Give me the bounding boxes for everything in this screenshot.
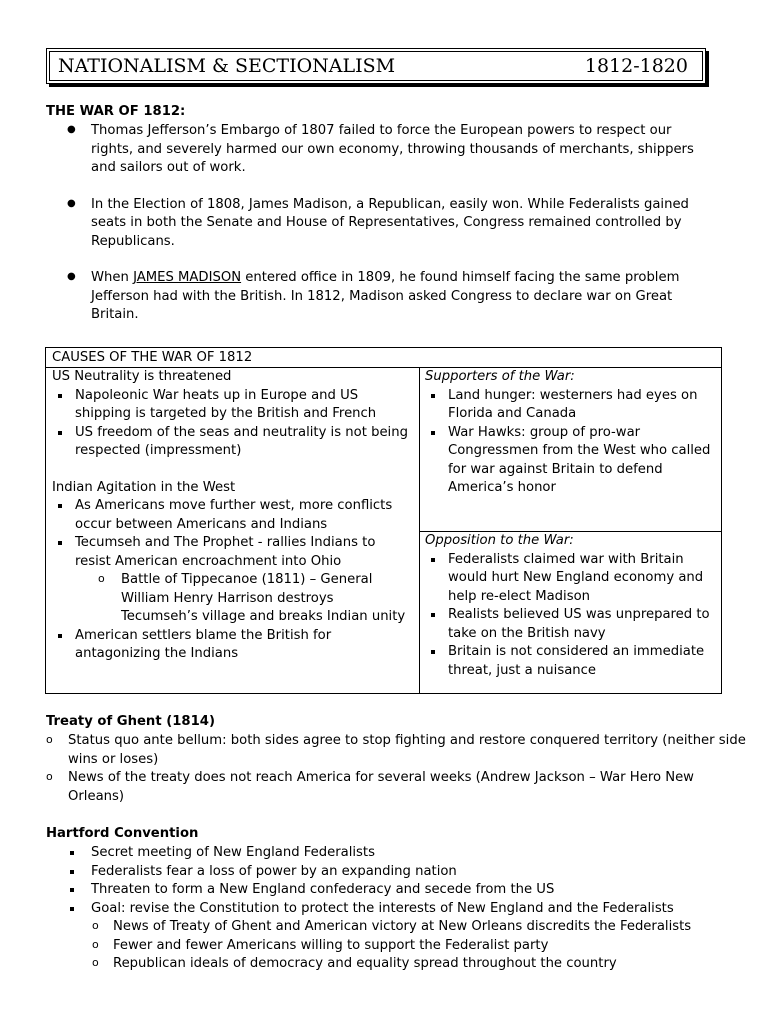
ghent-heading: Treaty of Ghent (1814) bbox=[46, 714, 215, 729]
causes-title: CAUSES OF THE WAR OF 1812 bbox=[52, 350, 253, 365]
hartford-heading: Hartford Convention bbox=[46, 826, 199, 841]
indian-item-1: As Americans move further west, more conflicts occur between Americans and Indians bbox=[52, 497, 414, 534]
supporters-cell bbox=[425, 368, 717, 498]
indian-heading: Indian Agitation in the West bbox=[52, 479, 236, 495]
hartford-item-2: Federalists fear a loss of power by an expanding nation bbox=[70, 863, 750, 882]
causes-table bbox=[45, 347, 722, 694]
opposition-item-1: Federalists claimed war with Britain would hurt New England economy and help re-elect Madison bbox=[425, 551, 717, 607]
ghent-list bbox=[46, 732, 746, 806]
supporters-item-1: Land hunger: westerners had eyes on Florida and Canada bbox=[425, 387, 717, 424]
hartford-item-3: Threaten to form a New England confederacy and secede from the US bbox=[70, 881, 750, 900]
hartford-list bbox=[70, 844, 750, 974]
title-box bbox=[46, 48, 706, 84]
neutrality-heading: US Neutrality is threatened bbox=[52, 369, 232, 384]
opposition-item-2: Realists believed US was unprepared to take on the British navy bbox=[425, 606, 717, 643]
ghent-item-1: o Status quo ante bellum: both sides agree to stop fighting and restore conquered territory (neither side wins or loses) bbox=[46, 732, 746, 769]
supporters-heading: Supporters of the War: bbox=[425, 369, 575, 384]
hartford-subitem-2: o Fewer and fewer Americans willing to support the Federalist party bbox=[70, 937, 750, 956]
hartford-subitem-1: o News of Treaty of Ghent and American victory at New Orleans discredits the Federalists bbox=[70, 918, 750, 937]
war-bullet-election: ● In the Election of 1808, James Madison, a Republican, easily won. While Federalists gained seats in both the Senate and House of Representatives, Congress remained controlled by Republicans. bbox=[70, 196, 710, 252]
opposition-heading: Opposition to the War: bbox=[425, 533, 574, 548]
title-years: 1812-1820 bbox=[584, 55, 688, 77]
madison-name: JAMES MADISON bbox=[133, 270, 242, 285]
madison-pre: When bbox=[91, 270, 134, 285]
supporters-item-2: War Hawks: group of pro-war Congressmen from the West who called for war against Britain to defend America’s honor bbox=[425, 424, 717, 498]
neutrality-item-1: Napoleonic War heats up in Europe and US shipping is targeted by the British and French bbox=[52, 387, 414, 424]
war-bullet-list bbox=[70, 122, 710, 325]
war-bullet-embargo: ● Thomas Jefferson’s Embargo of 1807 failed to force the European powers to respect our rights, and severely harmed our own economy, throwing thousands of merchants, shippers and sailors out of work. bbox=[70, 122, 710, 178]
page-title: NATIONALISM & SECTIONALISM bbox=[58, 55, 396, 77]
opposition-cell bbox=[425, 532, 717, 680]
opposition-item-3: Britain is not considered an immediate threat, just a nuisance bbox=[425, 643, 717, 680]
table-column-divider bbox=[419, 367, 420, 693]
war-heading: THE WAR OF 1812: bbox=[46, 104, 186, 119]
hartford-subitem-3: o Republican ideals of democracy and equality spread throughout the country bbox=[70, 955, 750, 974]
neutrality-item-2: US freedom of the seas and neutrality is not being respected (impressment) bbox=[52, 424, 414, 461]
indian-item-2: Tecumseh and The Prophet - rallies Indians to resist American encroachment into Ohio bbox=[52, 534, 414, 571]
war-bullet-madison bbox=[70, 269, 710, 325]
causes-left-column bbox=[52, 368, 414, 664]
ghent-item-2: o News of the treaty does not reach America for several weeks (Andrew Jackson – War Hero New Orleans) bbox=[46, 769, 746, 806]
hartford-item-4: Goal: revise the Constitution to protect the interests of New England and the Federalists bbox=[70, 900, 750, 919]
indian-item-3: American settlers blame the British for antagonizing the Indians bbox=[52, 627, 414, 664]
madison-post: entered office in 1809, he found himself facing the same problem Jefferson had with the British. In 1812, Madison asked Congress to declare war on Great Britain. bbox=[91, 270, 680, 322]
hartford-item-1: Secret meeting of New England Federalists bbox=[70, 844, 750, 863]
indian-subitem-tippecanoe: o Battle of Tippecanoe (1811) – General William Henry Harrison destroys Tecumseh’s village and breaks Indian unity bbox=[52, 571, 414, 627]
